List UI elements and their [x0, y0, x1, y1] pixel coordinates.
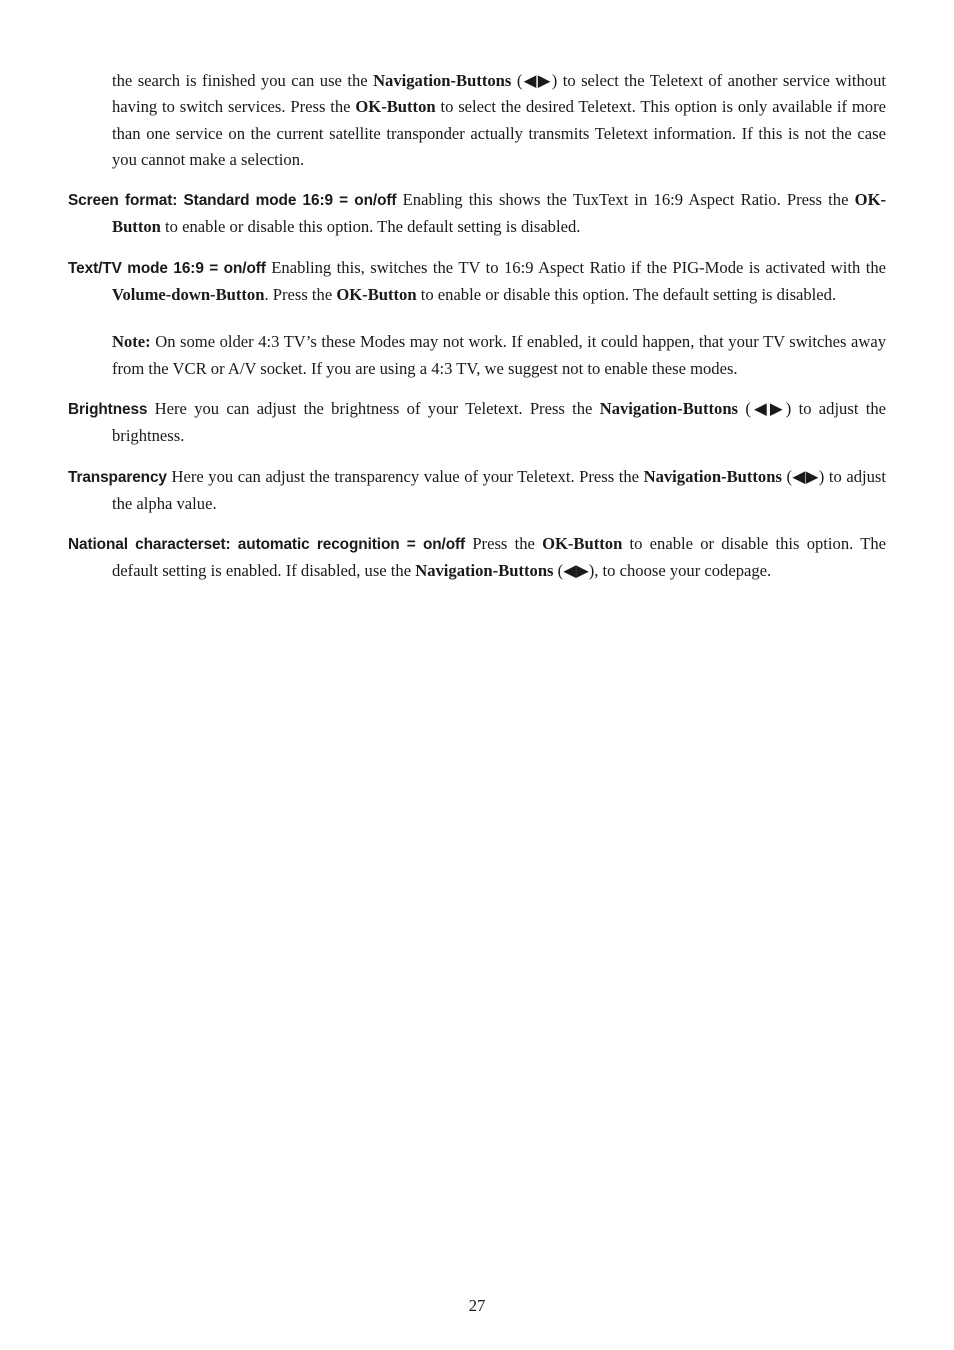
national-charset-text-3: (◀▶), to choose your codepage. [553, 561, 772, 581]
text-tv-mode-ok-button: OK-Button [336, 285, 417, 305]
national-charset-term: National characterset: automatic recognition = on/off [68, 536, 466, 554]
transparency-entry [68, 464, 886, 518]
brightness-term: Brightness [68, 400, 148, 418]
screen-format-text-2: to enable or disable this option. The default setting is disabled. [160, 217, 581, 237]
screen-format-ok-button: OK-Button [112, 190, 886, 237]
intro-text-1: the search is finished you can use the [112, 71, 374, 90]
screen-format-entry [68, 187, 886, 241]
page-number: 27 [468, 1296, 486, 1315]
note-text: On some older 4:3 TV’s these Modes may not work. If enabled, it could happen, that your TV switches away from the VCR or A/V socket. If you are using a 4:3 TV, we suggest not to enable these modes. [112, 332, 886, 378]
transparency-text-1: Here you can adjust the transparency value of your Teletext. Press the [166, 466, 644, 486]
text-tv-mode-text-3: to enable or disable this option. The default setting is disabled. [416, 285, 837, 305]
brightness-text-2: (◀▶) to adjust the brightness. [112, 398, 886, 446]
note-label: Note: [112, 332, 151, 352]
intro-navigation-buttons: Navigation-Buttons [373, 71, 512, 90]
text-tv-mode-term: Text/TV mode 16:9 = on/off [68, 259, 266, 277]
transparency-text-2: (◀▶) to adjust the alpha value. [112, 466, 886, 513]
intro-ok-button: OK-Button [355, 97, 436, 117]
brightness-text-1: Here you can adjust the brightness of your Teletext. Press the [147, 398, 600, 418]
text-tv-mode-entry [68, 255, 886, 309]
brightness-entry [68, 396, 886, 450]
brightness-navigation-buttons: Navigation-Buttons [599, 398, 739, 418]
national-charset-navigation-buttons: Navigation-Buttons [415, 561, 554, 581]
intro-text-2: (◀▶) to select the Teletext of another service without having to switch services. Press the [112, 71, 886, 117]
intro-paragraph [112, 68, 886, 173]
transparency-navigation-buttons: Navigation-Buttons [643, 466, 782, 486]
screen-format-term: Screen format: Standard mode 16:9 = on/off [68, 192, 397, 210]
text-tv-mode-volume-down-button: Volume-down-Button [112, 285, 265, 305]
national-charset-entry [68, 531, 886, 585]
intro-text-3: to select the desired Teletext. This option is only available if more than one service on the current satellite transponder actually transmits Teletext information. If this is not the case you cannot make a selection. [112, 97, 886, 169]
national-charset-ok-button: OK-Button [542, 534, 623, 554]
transparency-term: Transparency [68, 468, 167, 486]
national-charset-text-2: to enable or disable this option. The default setting is enabled. If disabled, use the [112, 534, 886, 581]
text-tv-mode-text-2: . Press the [264, 285, 337, 305]
document-page [68, 68, 886, 585]
screen-format-text-1: Enabling this shows the TuxText in 16:9 Aspect Ratio. Press the [396, 190, 855, 210]
national-charset-text-1: Press the [465, 534, 543, 554]
text-tv-mode-text-1: Enabling this, switches the TV to 16:9 Aspect Ratio if the PIG-Mode is activated with the [265, 257, 886, 277]
note-paragraph [112, 329, 886, 382]
